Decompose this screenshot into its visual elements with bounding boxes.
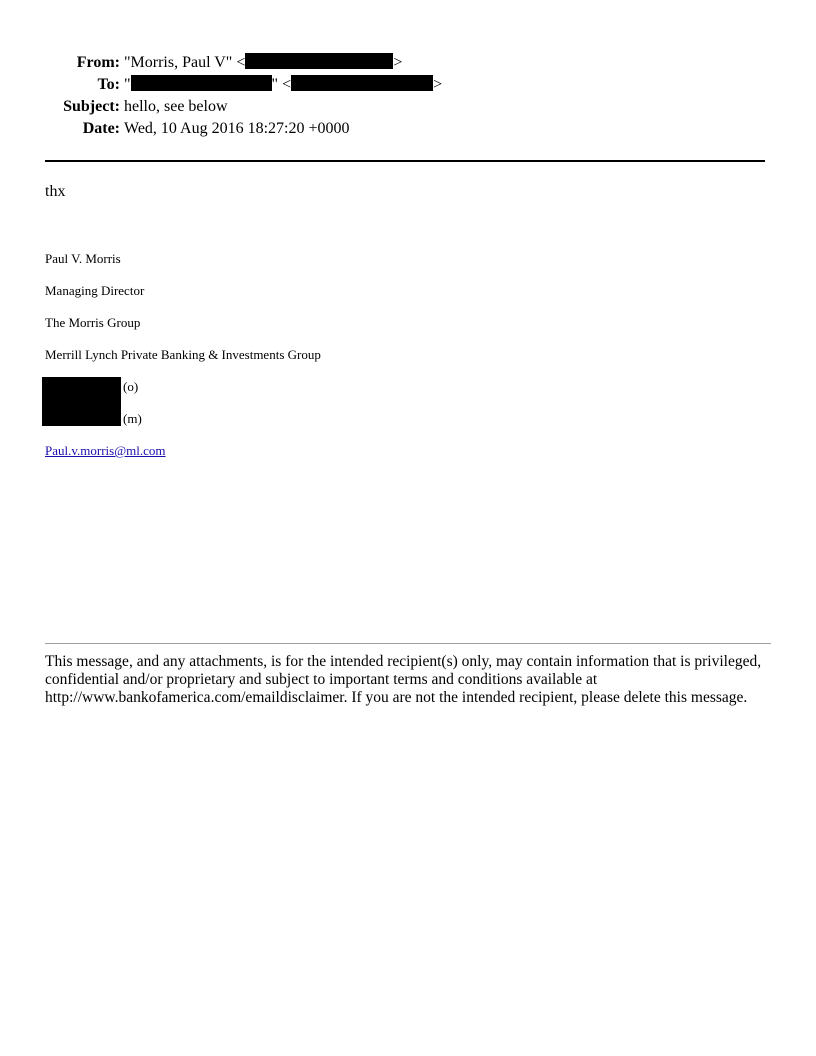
from-close: >	[393, 54, 403, 71]
header-divider	[45, 160, 765, 162]
to-open-quote: "	[124, 76, 131, 93]
redacted-phone-numbers	[42, 377, 121, 426]
to-mid: " <	[271, 76, 292, 93]
redacted-from-email	[245, 53, 393, 69]
message-body: thx	[45, 183, 66, 200]
signature-name: Paul V. Morris	[45, 251, 121, 266]
from-row	[0, 52, 816, 74]
from-value	[124, 52, 402, 74]
date-label: Date:	[82, 120, 120, 137]
mobile-phone-suffix: (m)	[123, 411, 142, 426]
signature-title: Managing Director	[45, 283, 145, 298]
redacted-to-email	[291, 75, 433, 91]
to-row	[0, 74, 816, 96]
signature-email-link[interactable]: Paul.v.morris@ml.com	[45, 443, 166, 458]
redacted-to-name	[131, 75, 272, 91]
email-header	[0, 52, 816, 140]
subject-label: Subject:	[63, 98, 120, 115]
disclaimer-divider	[45, 643, 771, 644]
subject-row	[0, 96, 816, 118]
from-name: "Morris, Paul V" <	[124, 54, 246, 71]
signature-email-row	[45, 443, 166, 459]
date-row	[0, 118, 816, 140]
disclaimer-text: This message, and any attachments, is for the intended recipient(s) only, may contain information that is privileged, confidential and/or proprietary and subject to important terms and conditions available at http://www.bankofamerica.com/emaildisclaimer. If you are not the intended recipient, please delete this message.	[45, 653, 762, 706]
date-value: Wed, 10 Aug 2016 18:27:20 +0000	[124, 120, 350, 137]
signature-company: Merrill Lynch Private Banking & Investments Group	[45, 347, 321, 362]
subject-value: hello, see below	[124, 98, 228, 115]
to-label: To:	[97, 76, 120, 93]
to-close: >	[433, 76, 443, 93]
signature-group: The Morris Group	[45, 315, 141, 330]
to-value	[124, 74, 442, 96]
office-phone-suffix: (o)	[123, 379, 139, 394]
from-label: From:	[76, 54, 120, 71]
